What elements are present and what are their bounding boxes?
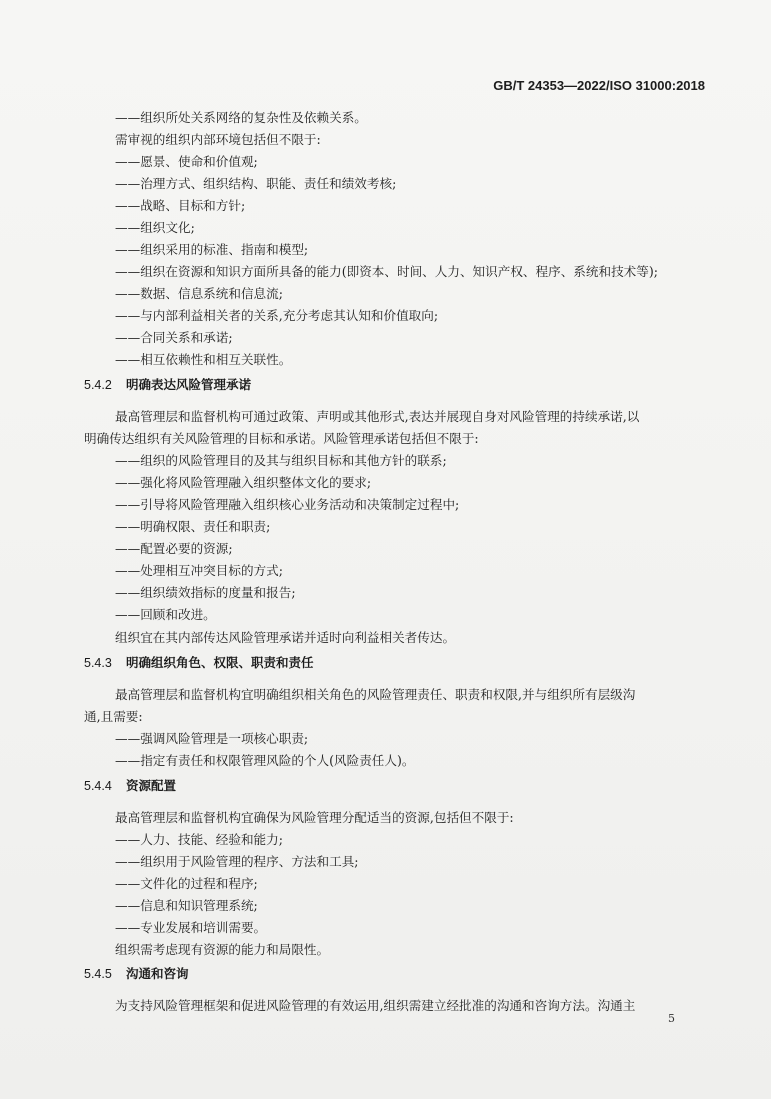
paragraph-line: 通,且需要:	[84, 709, 143, 724]
list-item: ——组织采用的标准、指南和模型;	[115, 242, 309, 257]
list-item: ——组织用于风险管理的程序、方法和工具;	[115, 854, 359, 869]
list-item: ——指定有责任和权限管理风险的个人(风险责任人)。	[115, 753, 415, 768]
paragraph-line: 最高管理层和监督机构宜确保为风险管理分配适当的资源,包括但不限于:	[115, 810, 514, 825]
section-number: 5.4.2	[84, 378, 112, 392]
list-item: ——与内部利益相关者的关系,充分考虑其认知和价值取向;	[115, 308, 439, 323]
list-item: ——战略、目标和方针;	[115, 198, 246, 213]
list-item: ——文件化的过程和程序;	[115, 876, 258, 891]
list-item: ——信息和知识管理系统;	[115, 898, 258, 913]
list-item: ——愿景、使命和价值观;	[115, 154, 258, 169]
list-item: ——合同关系和承诺;	[115, 330, 233, 345]
list-item: ——明确权限、责任和职责;	[115, 519, 271, 534]
list-item: ——组织所处关系网络的复杂性及依赖关系。	[115, 110, 367, 125]
section-number: 5.4.3	[84, 656, 112, 670]
section-heading-5-4-3	[84, 655, 314, 671]
list-item: ——处理相互冲突目标的方式;	[115, 563, 283, 578]
paragraph-line: 最高管理层和监督机构宜明确组织相关角色的风险管理责任、职责和权限,并与组织所有层级沟	[115, 687, 636, 702]
section-number: 5.4.5	[84, 967, 112, 981]
section-heading-5-4-4	[84, 778, 176, 794]
list-item: ——强调风险管理是一项核心职责;	[115, 731, 309, 746]
page-number: 5	[668, 1012, 675, 1025]
section-title: 沟通和咨询	[126, 966, 189, 981]
list-item: ——专业发展和培训需要。	[115, 920, 267, 935]
list-item: ——强化将风险管理融入组织整体文化的要求;	[115, 475, 372, 490]
list-item: ——配置必要的资源;	[115, 541, 233, 556]
section-title: 资源配置	[126, 778, 177, 793]
standard-code: GB/T 24353—2022/ISO 31000:2018	[493, 78, 705, 93]
paragraph-line: 明确传达组织有关风险管理的目标和承诺。风险管理承诺包括但不限于:	[84, 431, 479, 446]
list-item: ——组织的风险管理目的及其与组织目标和其他方针的联系;	[115, 453, 447, 468]
list-item: ——回顾和改进。	[115, 607, 216, 622]
paragraph-line: 组织宜在其内部传达风险管理承诺并适时向利益相关者传达。	[115, 630, 456, 645]
list-item: ——组织绩效指标的度量和报告;	[115, 585, 296, 600]
list-item: ——治理方式、组织结构、职能、责任和绩效考核;	[115, 176, 397, 191]
section-title: 明确组织角色、权限、职责和责任	[126, 655, 314, 670]
paragraph-line: 为支持风险管理框架和促进风险管理的有效运用,组织需建立经批准的沟通和咨询方法。沟通主	[115, 998, 636, 1013]
list-item: ——人力、技能、经验和能力;	[115, 832, 283, 847]
section-number: 5.4.4	[84, 779, 112, 793]
paragraph-line: 组织需考虑现有资源的能力和局限性。	[115, 942, 330, 957]
paragraph-line: 最高管理层和监督机构可通过政策、声明或其他形式,表达并展现自身对风险管理的持续承诺,以	[115, 409, 640, 424]
section-heading-5-4-5	[84, 966, 189, 982]
list-item: ——相互依赖性和相互关联性。	[115, 352, 292, 367]
list-item: ——组织在资源和知识方面所具备的能力(即资本、时间、人力、知识产权、程序、系统和技术等);	[115, 264, 659, 279]
section-heading-5-4-2	[84, 377, 251, 393]
list-item: ——引导将风险管理融入组织核心业务活动和决策制定过程中;	[115, 497, 460, 512]
list-item: ——数据、信息系统和信息流;	[115, 286, 283, 301]
paragraph-line: 需审视的组织内部环境包括但不限于:	[115, 132, 321, 147]
section-title: 明确表达风险管理承诺	[126, 377, 252, 392]
list-item: ——组织文化;	[115, 220, 195, 235]
